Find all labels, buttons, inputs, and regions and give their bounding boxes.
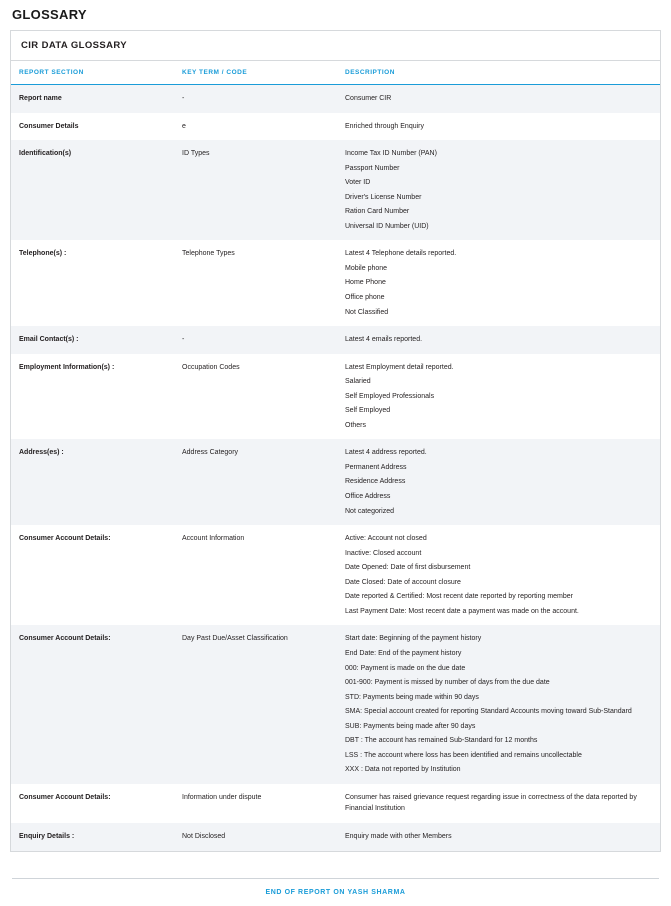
description-lines xyxy=(345,533,654,617)
card-header: CIR DATA GLOSSARY xyxy=(11,31,660,61)
cell-description xyxy=(337,240,660,326)
table-row xyxy=(11,240,660,326)
description-line: Voter ID xyxy=(345,179,371,187)
description-line: Active: Account not closed xyxy=(345,535,427,543)
table-row xyxy=(11,823,660,851)
table-row xyxy=(11,85,660,113)
description-lines xyxy=(345,121,654,133)
description-line: SUB: Payments being made after 90 days xyxy=(345,722,476,730)
cell-report-section: Report name xyxy=(11,85,174,113)
cell-report-section: Enquiry Details : xyxy=(11,823,174,851)
cell-report-section: Consumer Details xyxy=(11,113,174,141)
column-header-report-section: REPORT SECTION xyxy=(11,61,174,85)
description-line: 000: Payment is made on the due date xyxy=(345,664,466,672)
description-line: Date Opened: Date of first disbursement xyxy=(345,564,471,572)
description-line: Consumer CIR xyxy=(345,95,392,102)
description-line: 001-900: Payment is missed by number of days from the due date xyxy=(345,679,550,687)
description-line: Date reported & Certified: Most recent date reported by reporting member xyxy=(345,593,573,601)
description-line: Inactive: Closed account xyxy=(345,549,422,557)
cell-report-section: Consumer Account Details: xyxy=(11,784,174,823)
table-row xyxy=(11,784,660,823)
cell-description xyxy=(337,525,660,625)
description-line: Not Classified xyxy=(345,308,389,316)
description-line: XXX : Data not reported by Institution xyxy=(345,766,461,774)
description-lines xyxy=(345,362,654,432)
description-line: Enquiry made with other Members xyxy=(345,832,452,840)
description-line: LSS : The account where loss has been identified and remains uncollectable xyxy=(345,751,582,759)
cell-report-section: Address(es) : xyxy=(11,439,174,525)
report-footer xyxy=(10,878,661,906)
cell-report-section: Consumer Account Details: xyxy=(11,625,174,783)
table-row xyxy=(11,439,660,525)
description-lines xyxy=(345,633,654,775)
cell-report-section: Identification(s) xyxy=(11,140,174,240)
description-lines xyxy=(345,447,654,517)
description-line: STD: Payments being made within 90 days xyxy=(345,693,479,701)
description-line: Ration Card Number xyxy=(345,208,410,216)
description-lines xyxy=(345,248,654,318)
description-line: Date Closed: Date of account closure xyxy=(345,578,461,586)
table-body xyxy=(11,85,660,851)
description-line: Permanent Address xyxy=(345,463,407,471)
description-line: Consumer has raised grievance request regarding issue in correctness of the data reported by Financial Institution xyxy=(345,793,637,813)
description-line: Start date: Beginning of the payment history xyxy=(345,635,482,643)
description-line: Passport Number xyxy=(345,164,400,172)
description-lines xyxy=(345,792,654,815)
cell-report-section: Email Contact(s) : xyxy=(11,326,174,354)
description-line: Last Payment Date: Most recent date a payment was made on the account. xyxy=(345,607,579,615)
description-line: Enriched through Enquiry xyxy=(345,122,424,130)
description-line: Home Phone xyxy=(345,279,386,287)
glossary-table xyxy=(11,61,660,851)
description-line: Not categorized xyxy=(345,507,395,515)
column-header-description: DESCRIPTION xyxy=(337,61,660,85)
description-line: Self Employed Professionals xyxy=(345,392,435,400)
description-line: Office phone xyxy=(345,294,385,302)
cell-description xyxy=(337,140,660,240)
description-line: Office Address xyxy=(345,493,391,501)
cell-description xyxy=(337,823,660,851)
table-row xyxy=(11,140,660,240)
cell-key-term-code: Not Disclosed xyxy=(174,823,337,851)
table-row xyxy=(11,326,660,354)
description-line: Universal ID Number (UID) xyxy=(345,222,429,230)
description-line: Income Tax ID Number (PAN) xyxy=(345,150,437,158)
cell-key-term-code: Account Information xyxy=(174,525,337,625)
table-row xyxy=(11,525,660,625)
footer-text: END OF REPORT ON YASH SHARMA xyxy=(265,888,406,896)
description-line: DBT : The account has remained Sub-Standard for 12 months xyxy=(345,737,538,745)
description-line: Self Employed xyxy=(345,407,391,415)
cell-description xyxy=(337,784,660,823)
description-line: Mobile phone xyxy=(345,264,388,272)
table-row xyxy=(11,625,660,783)
cell-description xyxy=(337,439,660,525)
description-line: Latest 4 emails reported. xyxy=(345,336,423,344)
cell-description xyxy=(337,625,660,783)
table-row xyxy=(11,354,660,440)
description-line: Residence Address xyxy=(345,478,406,486)
cell-report-section: Telephone(s) : xyxy=(11,240,174,326)
cell-key-term-code: Address Category xyxy=(174,439,337,525)
cell-description xyxy=(337,85,660,113)
description-line: Latest 4 Telephone details reported. xyxy=(345,250,457,258)
description-lines xyxy=(345,831,654,843)
description-line: Driver's License Number xyxy=(345,193,422,201)
cell-description xyxy=(337,326,660,354)
cell-key-term-code: Occupation Codes xyxy=(174,354,337,440)
description-line: Salaried xyxy=(345,378,371,386)
cell-key-term-code: Telephone Types xyxy=(174,240,337,326)
cell-key-term-code: Day Past Due/Asset Classification xyxy=(174,625,337,783)
description-lines xyxy=(345,148,654,232)
glossary-card xyxy=(10,30,661,852)
footer-divider xyxy=(12,878,659,879)
cell-key-term-code: - xyxy=(174,326,337,354)
description-line: Latest 4 address reported. xyxy=(345,449,427,457)
column-header-key-term-code: KEY TERM / CODE xyxy=(174,61,337,85)
page-title: GLOSSARY xyxy=(12,7,87,22)
cell-key-term-code: ID Types xyxy=(174,140,337,240)
cell-key-term-code: - xyxy=(174,85,337,113)
table-row xyxy=(11,113,660,141)
description-lines xyxy=(345,334,654,346)
table-header xyxy=(11,61,660,85)
cell-key-term-code: Information under dispute xyxy=(174,784,337,823)
cell-key-term-code: e xyxy=(174,113,337,141)
cell-description xyxy=(337,113,660,141)
description-lines xyxy=(345,93,654,105)
description-line: End Date: End of the payment history xyxy=(345,649,462,657)
description-line: SMA: Special account created for reporting Standard Accounts moving toward Sub-Standard xyxy=(345,708,632,716)
cell-report-section: Employment Information(s) : xyxy=(11,354,174,440)
cell-description xyxy=(337,354,660,440)
description-line: Others xyxy=(345,421,367,429)
description-line: Latest Employment detail reported. xyxy=(345,363,454,371)
table-header-row xyxy=(11,61,660,85)
cell-report-section: Consumer Account Details: xyxy=(11,525,174,625)
